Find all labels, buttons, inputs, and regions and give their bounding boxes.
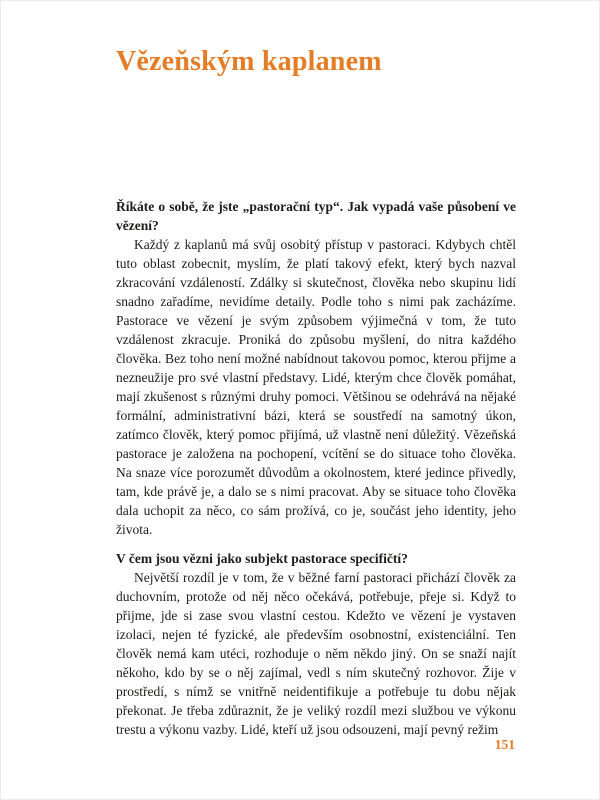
page-number: 151: [494, 737, 515, 752]
page-title: Vězeňským kaplanem: [116, 46, 382, 77]
question-heading-1: Říkáte o sobě, že jste „pastorační typ“. Jak vypadá vaše působení ve vězení?: [116, 198, 516, 233]
answer-paragraph-1: Každý z kaplanů má svůj osobitý přístup v pastoraci. Kdybych chtěl tuto oblast zobecnit, myslím, že platí takový efekt, který bych nazval zkracování vzdáleností. Zdálky si skutečnost, člověka nebo skupinu lidí snadno zařadíme, nevidíme detaily. Podle toho s nimi pak zacházíme. Pastorace ve vězení je svým způsobem výjimečná v tom, že tuto vzdálenost zkracuje. Proniká do způsobu myšlení, do nitra každého člověka. Bez toho není možné nabídnout takovou pomoc, kterou přijme a nezneužije pro své vlastní představy. Lidé, kterým chce člověk pomáhat, mají zkušenost s různými druhy pomoci. Většinou se odehrává na nějaké formální, administrativní bázi, která se soustředí na samotný úkon, zatímco člověk, který pomoc přijímá, už vlastně není důležitý. Vězeňská pastorace je založena na pochopení, vcítění se do situace toho člověka. Na snaze více porozumět důvodům a okolnostem, které jedince přivedly, tam, kde právě je, a dalo se s nimi pracovat. Aby se situace toho člověka dala uchopit za něco, co sám prožívá, co je, součást jeho identity, jeho života.: [116, 236, 516, 537]
answer-paragraph-2: Největší rozdíl je v tom, že v běžné farní pastoraci přichází člověk za duchovním, protože od něj něco očekává, potřebuje, přeje si. Když to přijme, jde si zase svou vlastní cestou. Kdežto ve vězení je vystaven izolaci, nejen té fyzické, ale především osobnostní, existenciální. Ten člověk nemá kam utéci, rozhoduje o něm někdo jiný. On se snaží najít někoho, kdo by se o něj zajímal, vedl s ním skutečný rozhovor. Žije v prostředí, s nímž se vnitřně neidentifikuje a potřebuje tu dobu nějak překonat. Je třeba zdůraznit, že je veliký rozdíl mezi službou ve výkonu trestu a výkonu vazby. Lidé, kteří už jsou odsouzeni, mají pevný režim: [116, 569, 516, 737]
question-heading-2: V čem jsou vězni jako subjekt pastorace specifičtí?: [116, 550, 408, 566]
chapter-body: [116, 197, 516, 739]
